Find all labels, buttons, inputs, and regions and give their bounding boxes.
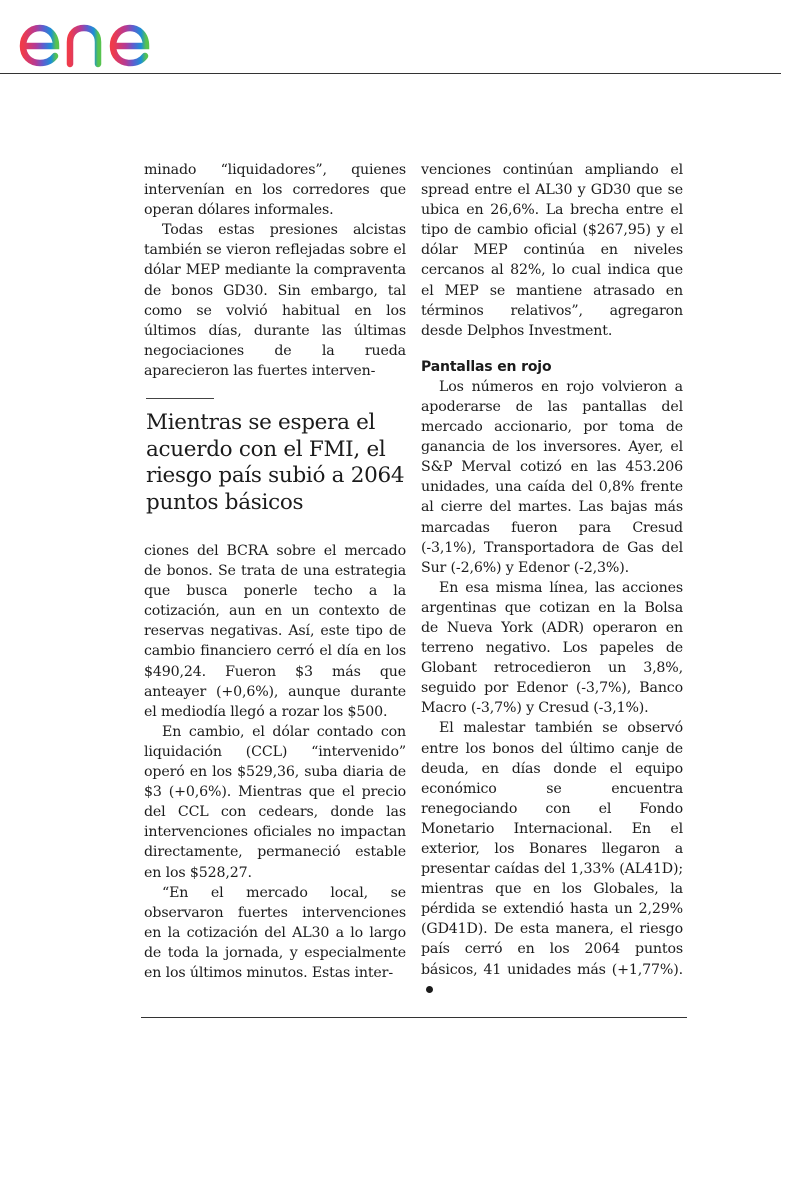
paragraph-last bbox=[421, 718, 683, 999]
column-right bbox=[421, 160, 683, 1000]
column-left-top bbox=[144, 160, 406, 381]
end-mark-icon bbox=[426, 986, 433, 993]
paragraph: En cambio, el dólar contado con liquidación (CCL) “intervenido” operó en los $529,36, suba diaria de $3 (+0,6%). Mientras que el precio del CCL con cedears, donde las intervenciones oficiales no impactan directamente, permaneció estable en los $528,27. bbox=[144, 723, 406, 881]
header-rule bbox=[0, 73, 781, 74]
paragraph: En esa misma línea, las acciones argentinas que cotizan en la Bolsa de Nueva York (ADR) operaron en terreno negativo. Los papeles de Globant retrocedieron un 3,8%, seguido por Edenor (-3,7%), Banco Macro (-3,7%) y Cresud (-3,1%). bbox=[421, 579, 683, 717]
paragraph: Todas estas presiones alcistas también se vieron reflejadas sobre el dólar MEP mediante la compraventa de bonos GD30. Sin embargo, tal como se volvió habitual en los últimos días, durante las últimas negociaciones de la rueda aparecieron las fuertes interven- bbox=[144, 222, 406, 379]
paragraph: venciones continúan ampliando el spread entre el AL30 y GD30 que se ubica en 26,6%. La brecha entre el tipo de cambio oficial ($267,95) y el dólar MEP continúa en niveles cercanos al 82%, lo cual indica que el MEP se mantiene atrasado en términos relativos”, agregaron desde Delphos Investment. bbox=[421, 162, 683, 339]
paragraph-text: El malestar también se observó entre los bonos del último canje de deuda, en días donde el equipo económico se encuentra renegociando con el Fondo Monetario Internacional. En el exterior, los Bonares llegaron a presentar caídas del 1,33% (AL41D); mientras que en los Globales, la pérdida se extendió hasta un 2,29% (GD41D). De esta manera, el riesgo país cerró en los 2064 puntos básicos, 41 unidades más (+1,77%). bbox=[421, 720, 683, 978]
paragraph: Los números en rojo volvieron a apoderarse de las pantallas del mercado accionario, por toma de ganancia de los inversores. Ayer, el S&P Merval cotizó en las 453.206 unidades, una caída del 0,8% frente al cierre del martes. Las bajas más marcadas fueron para Cresud (-3,1%), Transportadora de Gas del Sur (-2,6%) y Edenor (-2,3%). bbox=[421, 378, 683, 576]
paragraph: minado “liquidadores”, quienes intervenían en los corredores que operan dólares informales. bbox=[144, 162, 406, 219]
pullquote-rule bbox=[146, 398, 214, 399]
pullquote: Mientras se espera el acuerdo con el FMI, el riesgo país subió a 2064 puntos básicos bbox=[146, 410, 405, 515]
footer-rule bbox=[141, 1017, 687, 1018]
column-left-bottom bbox=[144, 541, 406, 983]
enel-logo bbox=[18, 6, 188, 68]
paragraph: ciones del BCRA sobre el mercado de bonos. Se trata de una estrategia que busca ponerle techo a la cotización, aun en un contexto de reservas negativas. Así, este tipo de cambio financiero cerró el día en los $490,24. Fueron $3 más que anteayer (+0,6%), aunque durante el mediodía llegó a rozar los $500. bbox=[144, 543, 406, 720]
subhead: Pantallas en rojo bbox=[421, 358, 552, 375]
paragraph: “En el mercado local, se observaron fuertes intervenciones en la cotización del AL30 a lo largo de toda la jornada, y especialmente en los últimos minutos. Estas inter- bbox=[144, 884, 406, 981]
